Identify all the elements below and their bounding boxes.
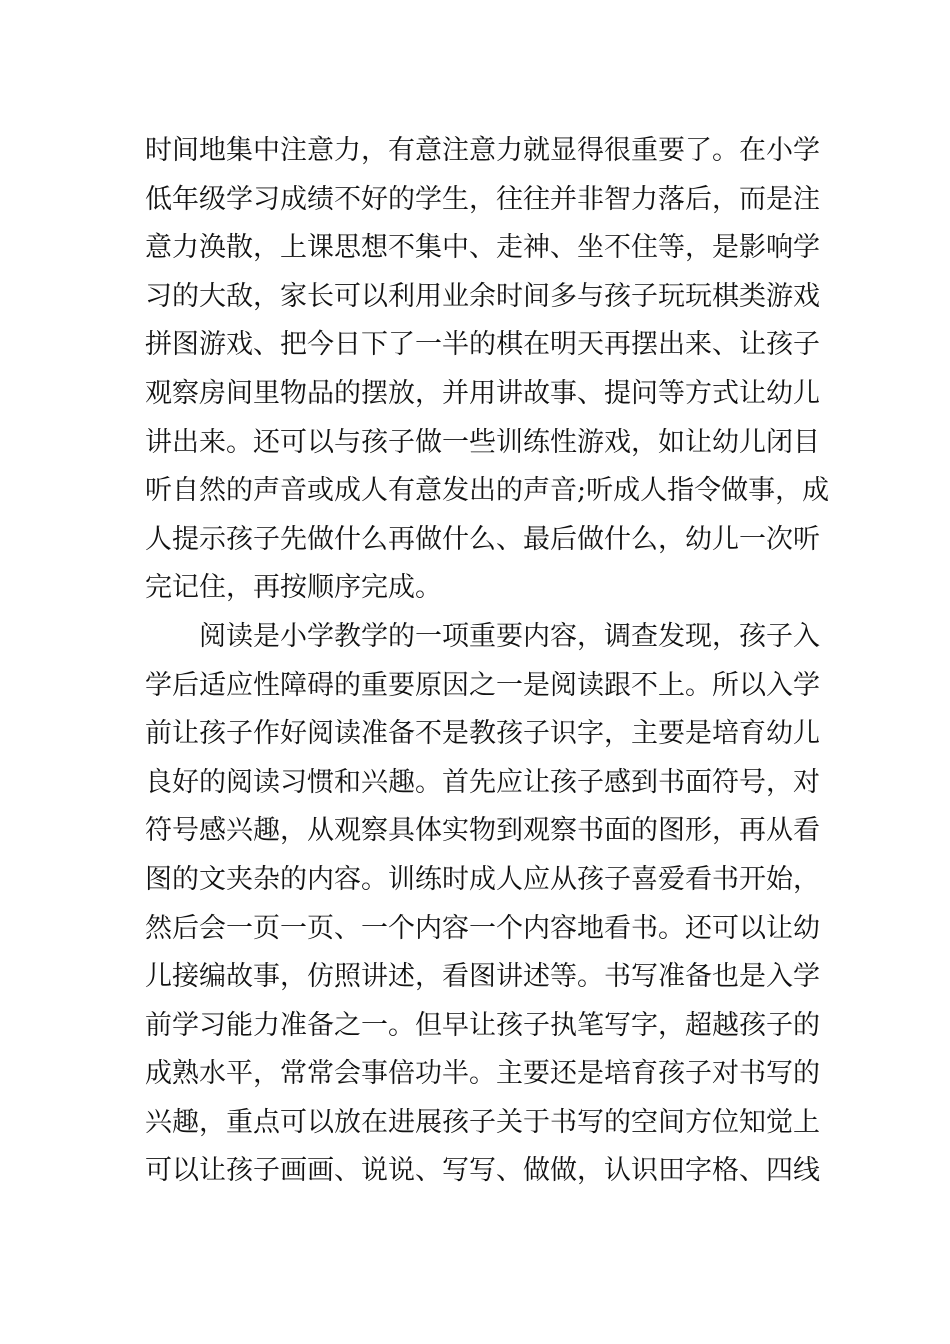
- text-line: 良好的阅读习惯和兴趣。首先应让孩子感到书面符号，对: [145, 766, 820, 798]
- text-line: 可以让孩子画画、说说、写写、做做，认识田字格、四线: [145, 1155, 820, 1187]
- text-line: 儿接编故事，仿照讲述，看图讲述等。书写准备也是入学: [145, 961, 820, 993]
- text-line: 意力涣散，上课思想不集中、走神、坐不住等，是影响学: [145, 232, 820, 264]
- text-line: 人提示孩子先做什么再做什么、最后做什么，幼儿一次听: [145, 523, 820, 555]
- text-line: 学后适应性障碍的重要原因之一是阅读跟不上。所以入学: [145, 669, 820, 701]
- paragraph-first-line: [145, 613, 820, 662]
- text-line: 图的文夹杂的内容。训练时成人应从孩子喜爱看书开始，: [145, 863, 820, 895]
- text-line: 前学习能力准备之一。但早让孩子执笔写字，超越孩子的: [145, 1009, 820, 1041]
- text-line: 符号感兴趣，从观察具体实物到观察书面的图形，再从看: [145, 815, 820, 847]
- text-line: 习的大敌，家长可以利用业余时间多与孩子玩玩棋类游戏: [145, 280, 820, 312]
- text-line: 然后会一页一页、一个内容一个内容地看书。还可以让幼: [145, 912, 820, 944]
- text-line: 阅读是小学教学的一项重要内容，调查发现，孩子入: [199, 620, 820, 652]
- text-line: 讲出来。还可以与孩子做一些训练性游戏，如让幼儿闭目: [145, 426, 820, 458]
- body-text: [145, 127, 830, 1196]
- text-line: 低年级学习成绩不好的学生，往往并非智力落后，而是注: [145, 183, 820, 215]
- text-line: 前让孩子作好阅读准备不是教孩子识字，主要是培育幼儿: [145, 718, 820, 750]
- text-line: 完记住，再按顺序完成。: [145, 572, 442, 604]
- text-line: 成熟水平，常常会事倍功半。主要还是培育孩子对书写的: [145, 1058, 820, 1090]
- text-line: 拼图游戏、把今日下了一半的棋在明天再摆出来、让孩子: [145, 329, 820, 361]
- text-line: 时间地集中注意力，有意注意力就显得很重要了。在小学: [145, 135, 820, 166]
- text-line: 观察房间里物品的摆放，并用讲故事、提问等方式让幼儿: [145, 377, 820, 409]
- text-line: 听自然的声音或成人有意发出的声音;听成人指令做事，成: [145, 475, 830, 507]
- text-line: 兴趣，重点可以放在进展孩子关于书写的空间方位知觉上: [145, 1106, 820, 1138]
